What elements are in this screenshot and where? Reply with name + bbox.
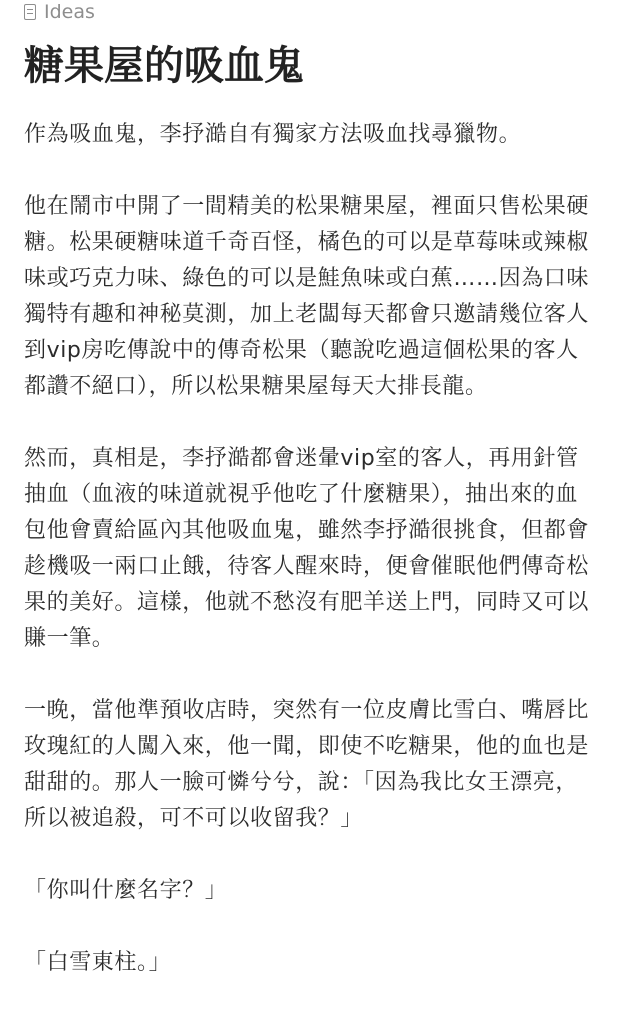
paragraph-spacer	[24, 837, 596, 873]
paragraph-spacer	[24, 909, 596, 945]
page-icon	[24, 4, 36, 20]
paragraph-2: 他在鬧市中開了一間精美的松果糖果屋，裡面只售松果硬糖。松果硬糖味道千奇百怪，橘色的可以是草莓味或辣椒味或巧克力味、綠色的可以是鮭魚味或白蕉……因為口味獨特有趣和神秘莫測，加上老闆每天都會只邀請幾位客人到vip房吃傳說中的傳奇松果（聽說吃過這個松果的客人都讚不絕口），所以松果糖果屋每天大排長龍。	[24, 194, 590, 399]
paragraph-5: 「你叫什麼名字？」	[24, 878, 228, 903]
paragraph-3: 然而，真相是，李抒澔都會迷暈vip室的客人，再用針管抽血（血液的味道就視乎他吃了什麼糖果），抽出來的血包他會賣給區內其他吸血鬼，雖然李抒澔很挑食，但都會趁機吸一兩口止餓，待客人醒來時，便會催眠他們傳奇松果的美好。這樣，他就不愁沒有肥羊送上門，同時又可以賺一筆。	[24, 446, 590, 651]
page-title: 糖果屋的吸血鬼	[24, 43, 304, 89]
breadcrumb-label[interactable]: Ideas	[44, 1, 95, 23]
paragraph-spacer	[24, 657, 596, 693]
breadcrumb[interactable]	[24, 0, 95, 24]
paragraph-6: 「白雪東柱。」	[24, 950, 172, 975]
paragraph-1: 作為吸血鬼，李抒澔自有獨家方法吸血找尋獵物。	[24, 122, 522, 147]
paragraph-spacer	[24, 153, 596, 189]
paragraph-spacer	[24, 405, 596, 441]
paragraph-4: 一晚，當他準預收店時，突然有一位皮膚比雪白、嘴唇比玫瑰紅的人闖入來，他一聞，即使不吃糖果，他的血也是甜甜的。那人一臉可憐兮兮，說：「因為我比女王漂亮，所以被追殺，可不可以收留我？」	[24, 698, 590, 831]
article-body	[24, 117, 596, 981]
